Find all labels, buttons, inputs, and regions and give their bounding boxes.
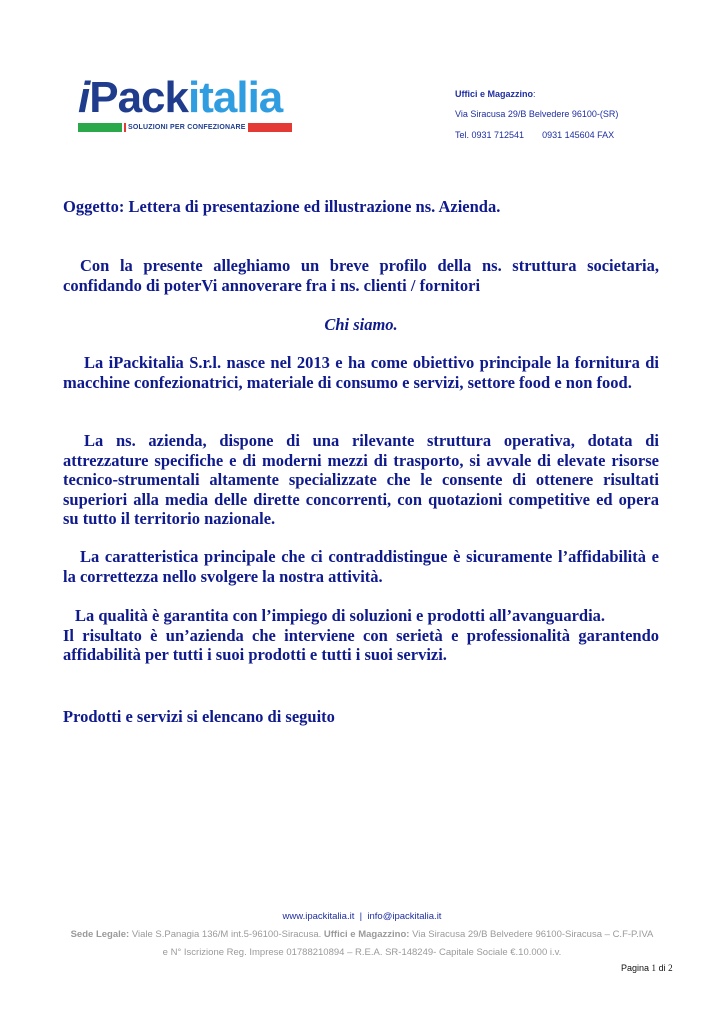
logo-italia: italia <box>188 73 283 122</box>
footer-links <box>0 911 724 922</box>
intro-paragraph: Con la presente alleghiamo un breve profilo della ns. struttura societaria, confidando di poterVi annoverare fra i ns. clienti / fornitori <box>63 256 659 295</box>
contact-heading-colon: : <box>533 89 536 99</box>
paragraph-quality <box>63 606 659 665</box>
result-line: Il risultato è un’azienda che interviene con serietà e professionalità garantendo affidabilità per tutti i suoi prodotti e tutti i suoi servizi. <box>63 625 659 664</box>
contact-address: Via Siracusa 29/B Belvedere 96100-(SR) <box>455 109 619 119</box>
footer-separator: | <box>359 911 363 922</box>
contact-heading <box>455 89 536 99</box>
uffici-label: Uffici e Magazzino: <box>323 929 410 940</box>
page-current: 1 <box>651 963 657 973</box>
logo-bar-green <box>78 123 122 132</box>
contact-phones <box>455 130 614 140</box>
page-label: Pagina <box>621 963 650 973</box>
website-link[interactable]: www.ipackitalia.it <box>282 911 355 922</box>
quality-line: La qualità è garantita con l’impiego di soluzioni e prodotti all’avanguardia. <box>75 606 606 625</box>
paragraph-about: La iPackitalia S.r.l. nasce nel 2013 e ha come obiettivo principale la fornitura di macchine confezionatrici, materiale di consumo e servizi, settore food e non food. <box>63 353 659 392</box>
letter-subject: Oggetto: Lettera di presentazione ed illustrazione ns. Azienda. <box>63 197 501 216</box>
products-heading: Prodotti e servizi si elencano di seguito <box>63 707 335 726</box>
page-number <box>621 963 673 973</box>
sede-legale-text: Viale S.Panagia 136/M int.5-96100-Siracusa. <box>131 929 322 940</box>
section-heading-chi-siamo: Chi siamo. <box>324 315 398 334</box>
footer-legal-line-2: e N° Iscrizione Reg. Imprese 01788210894 – R.E.A. SR-148249- Capitale Sociale €.10.000 i.v. <box>162 947 562 958</box>
uffici-text: Via Siracusa 29/B Belvedere 96100-Siracusa – C.F-P.IVA <box>412 929 654 940</box>
logo-pack: Pack <box>89 73 188 122</box>
logo-wordmark <box>78 73 283 122</box>
paragraph-reliability: La caratteristica principale che ci contraddistingue è sicuramente l’affidabilità e la correttezza nello svolgere la nostra attività. <box>63 547 659 586</box>
email-link[interactable]: info@ipackitalia.it <box>367 911 442 922</box>
company-logo <box>78 73 298 136</box>
contact-heading-text: Uffici e Magazzino <box>455 89 534 99</box>
sede-legale-label: Sede Legale: <box>70 929 130 940</box>
footer-legal-line-1 <box>0 929 724 940</box>
contact-phone: Tel. 0931 712541 <box>455 130 525 140</box>
paragraph-structure: La ns. azienda, dispone di una rilevante struttura operativa, dotata di attrezzature specifiche e di moderni mezzi di trasporto, si avvale di elevate risorse tecnico-strumentali altamente specializzate che le consente di ottenere risultati superiori alla media delle dirette concorrenti, con quotazioni competitive ed opera su tutto il territorio nazionale. <box>63 431 659 528</box>
page-of: di <box>658 963 666 973</box>
logo-tagline: SOLUZIONI PER CONFEZIONARE <box>128 124 246 131</box>
page-total: 2 <box>668 963 673 973</box>
contact-fax: 0931 145604 FAX <box>542 130 615 140</box>
logo-i: i <box>78 73 90 122</box>
